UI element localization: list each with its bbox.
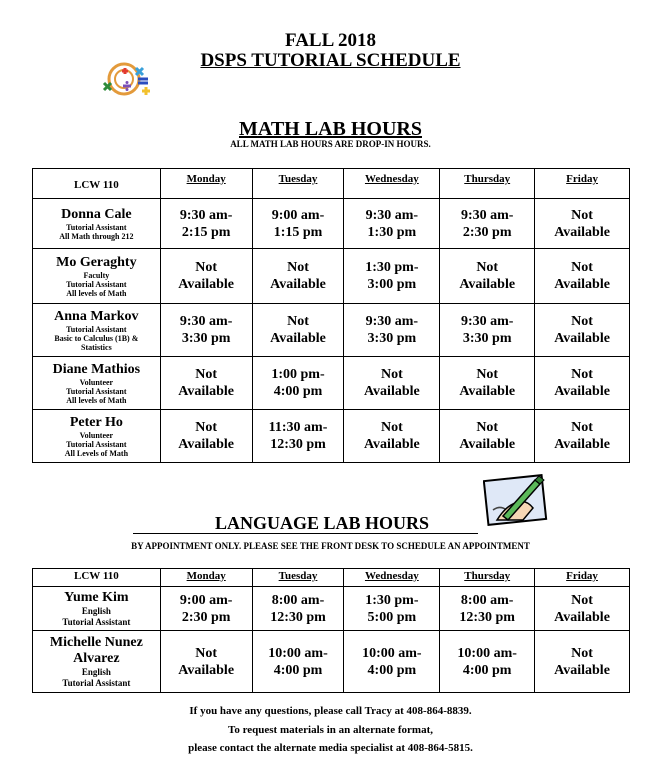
time-slot: Not Available: [535, 357, 630, 410]
tutor-detail: All levels of Math: [66, 395, 127, 405]
room-label: LCW 110: [33, 569, 161, 587]
day-header: Tuesday: [252, 569, 344, 587]
tutor-detail: Basic to Calculus (1B) &: [54, 333, 139, 343]
day-header: Thursday: [440, 169, 535, 199]
table-row: [33, 249, 630, 304]
table-row: [33, 631, 630, 693]
tutor-cell: [33, 249, 161, 304]
math-symbols-icon: [100, 60, 158, 102]
tutor-detail: Tutorial Assistant: [62, 677, 131, 688]
language-schedule-table: [32, 568, 630, 693]
day-header: Wednesday: [344, 569, 440, 587]
time-slot: Not Available: [344, 410, 440, 463]
day-header: Tuesday: [252, 169, 344, 199]
time-slot: Not Available: [535, 587, 630, 631]
table-row: [33, 587, 630, 631]
table-row: [33, 357, 630, 410]
time-slot: 1:30 pm- 5:00 pm: [344, 587, 440, 631]
time-slot: Not Available: [535, 304, 630, 357]
math-section-note: ALL MATH LAB HOURS ARE DROP-IN HOURS.: [230, 139, 431, 149]
tutor-name: Anna Markov: [54, 308, 139, 324]
page-title: FALL 2018: [285, 30, 376, 51]
tutor-name: Peter Ho: [69, 414, 123, 430]
time-slot: 10:00 am- 4:00 pm: [252, 631, 344, 693]
time-slot: Not Available: [344, 357, 440, 410]
time-slot: Not Available: [535, 249, 630, 304]
time-slot: 9:30 am- 1:30 pm: [344, 199, 440, 249]
tutor-detail: All Levels of Math: [64, 448, 129, 458]
time-slot: 9:30 am- 3:30 pm: [440, 304, 535, 357]
tutor-detail: Tutorial Assistant: [62, 616, 131, 627]
time-slot: 8:00 am- 12:30 pm: [252, 587, 344, 631]
tutor-detail: Tutorial Assistant: [66, 222, 127, 232]
time-slot: Not Available: [160, 410, 252, 463]
tutor-detail: Tutorial Assistant: [66, 386, 127, 396]
tutor-detail: Faculty: [83, 270, 110, 280]
table-row: [33, 304, 630, 357]
time-slot: 9:30 am- 3:30 pm: [160, 304, 252, 357]
table-header-row: [33, 569, 630, 587]
time-slot: Not Available: [440, 410, 535, 463]
tutor-detail: All Math through 212: [59, 231, 134, 241]
page-subtitle: DSPS TUTORIAL SCHEDULE: [200, 50, 461, 71]
tutor-detail: All levels of Math: [66, 288, 127, 298]
table-row: [33, 410, 630, 463]
footer-line: If you have any questions, please call Tracy at 408-864-8839.: [189, 705, 472, 717]
day-header: Thursday: [440, 569, 535, 587]
title-underline: [133, 533, 478, 534]
day-header: Friday: [535, 569, 630, 587]
tutor-name: Donna Cale: [61, 206, 132, 222]
tutor-cell: [33, 357, 161, 410]
time-slot: Not Available: [535, 410, 630, 463]
time-slot: Not Available: [440, 357, 535, 410]
time-slot: 1:30 pm- 3:00 pm: [344, 249, 440, 304]
language-section-note: BY APPOINTMENT ONLY. PLEASE SEE THE FRONT DESK TO SCHEDULE AN APPOINTMENT: [131, 541, 530, 551]
day-header: Monday: [160, 569, 252, 587]
time-slot: 9:30 am- 2:15 pm: [160, 199, 252, 249]
tutor-cell: [33, 587, 161, 631]
tutor-cell: [33, 631, 161, 693]
day-header: Friday: [535, 169, 630, 199]
tutor-detail: Statistics: [81, 342, 112, 352]
footer-line: To request materials in an alternate format,: [228, 724, 433, 736]
time-slot: 8:00 am- 12:30 pm: [440, 587, 535, 631]
time-slot: 9:30 am- 2:30 pm: [440, 199, 535, 249]
math-section-title: MATH LAB HOURS: [239, 118, 422, 140]
time-slot: Not Available: [160, 631, 252, 693]
time-slot: 11:30 am- 12:30 pm: [252, 410, 344, 463]
day-header: Monday: [160, 169, 252, 199]
tutor-name: Mo Geraghty: [56, 254, 137, 270]
tutor-detail: Tutorial Assistant: [66, 279, 127, 289]
table-header-row: [33, 169, 630, 199]
tutor-detail: Tutorial Assistant: [66, 324, 127, 334]
footer-line: please contact the alternate media specialist at 408-864-5815.: [188, 742, 473, 754]
math-schedule-table: [32, 168, 630, 463]
time-slot: Not Available: [160, 357, 252, 410]
tutor-cell: [33, 304, 161, 357]
time-slot: Not Available: [252, 249, 344, 304]
time-slot: 1:00 pm- 4:00 pm: [252, 357, 344, 410]
time-slot: Not Available: [160, 249, 252, 304]
time-slot: Not Available: [535, 199, 630, 249]
time-slot: Not Available: [440, 249, 535, 304]
tutor-cell: [33, 410, 161, 463]
tutor-detail: English: [81, 666, 111, 677]
time-slot: 10:00 am- 4:00 pm: [440, 631, 535, 693]
tutor-detail: Tutorial Assistant: [66, 439, 127, 449]
time-slot: 9:00 am- 1:15 pm: [252, 199, 344, 249]
table-row: [33, 199, 630, 249]
time-slot: 9:00 am- 2:30 pm: [160, 587, 252, 631]
tutor-detail: English: [81, 605, 111, 616]
tutor-cell: [33, 199, 161, 249]
tutor-name: Diane Mathios: [52, 361, 141, 377]
time-slot: 10:00 am- 4:00 pm: [344, 631, 440, 693]
day-header: Wednesday: [344, 169, 440, 199]
tutor-name: Michelle Nunez Alvarez: [49, 634, 143, 666]
time-slot: 9:30 am- 3:30 pm: [344, 304, 440, 357]
language-section-title: LANGUAGE LAB HOURS: [215, 513, 430, 533]
time-slot: Not Available: [535, 631, 630, 693]
time-slot: Not Available: [252, 304, 344, 357]
room-label: LCW 110: [33, 169, 161, 199]
tutor-detail: Volunteer: [79, 430, 114, 440]
hand-writing-icon: [483, 470, 549, 528]
tutor-name: Yume Kim: [64, 589, 129, 605]
tutor-detail: Volunteer: [79, 377, 114, 387]
